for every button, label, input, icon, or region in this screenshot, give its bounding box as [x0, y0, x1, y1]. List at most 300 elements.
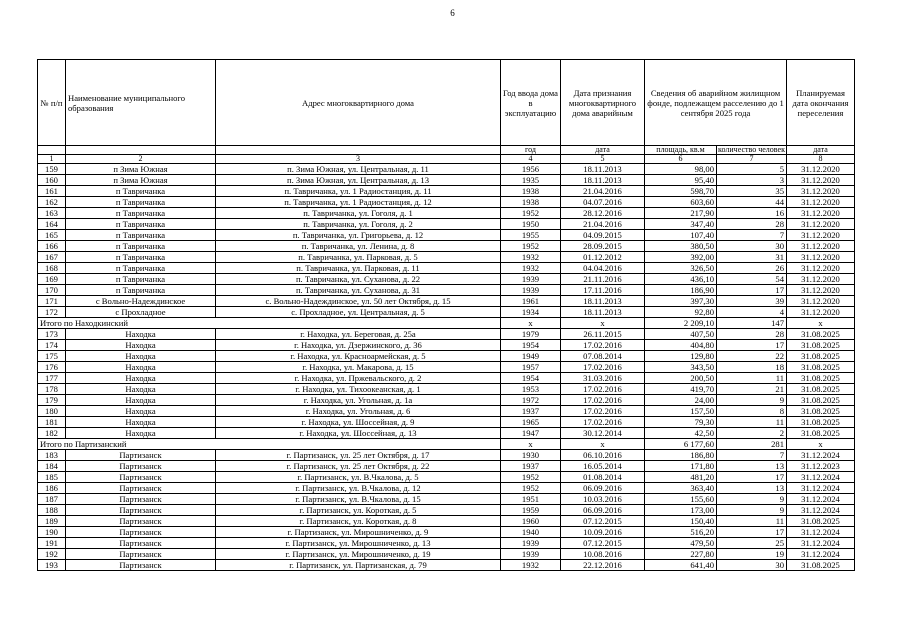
row-area: 436,10	[645, 274, 717, 285]
table-row	[38, 538, 855, 549]
row-area: 419,70	[645, 384, 717, 395]
row-municipality: Находка	[66, 340, 216, 351]
row-people: 7	[717, 450, 787, 461]
header-recognition-date: Дата признания многоквартирного дома аварийным	[561, 60, 645, 146]
row-number: 187	[38, 494, 66, 505]
row-municipality: п Зима Южная	[66, 175, 216, 186]
row-address: г. Партизанск, ул. Мирошниченко, д. 19	[216, 549, 501, 560]
row-year: 1938	[501, 186, 561, 197]
col-number: 6	[645, 155, 717, 164]
row-area: 129,80	[645, 351, 717, 362]
col-number: 1	[38, 155, 66, 164]
col-number: 3	[216, 155, 501, 164]
row-recognition-date: 17.11.2016	[561, 285, 645, 296]
row-address: г. Партизанск, ул. В.Чкалова, д. 12	[216, 483, 501, 494]
unit-people: количество человек	[718, 145, 785, 154]
row-people: 9	[717, 494, 787, 505]
row-number: 189	[38, 516, 66, 527]
row-planned-date: 31.12.2020	[787, 241, 855, 252]
row-municipality: п Тавричанка	[66, 274, 216, 285]
row-year: 1952	[501, 483, 561, 494]
row-number: 182	[38, 428, 66, 439]
row-area: 92,80	[645, 307, 717, 318]
row-address: п. Тавричанка, ул. Суханова, д. 31	[216, 285, 501, 296]
row-number: 171	[38, 296, 66, 307]
row-year: 1957	[501, 362, 561, 373]
row-recognition-date: 18.11.2013	[561, 296, 645, 307]
col-number: 8	[787, 155, 855, 164]
row-year: 1954	[501, 340, 561, 351]
table-row	[38, 505, 855, 516]
row-planned-date: 31.12.2020	[787, 263, 855, 274]
row-year: 1951	[501, 494, 561, 505]
row-area: 95,40	[645, 175, 717, 186]
row-people: 25	[717, 538, 787, 549]
row-municipality: п Тавричанка	[66, 219, 216, 230]
row-planned-date: 31.12.2020	[787, 230, 855, 241]
row-recognition-date: 04.04.2016	[561, 263, 645, 274]
row-number: 188	[38, 505, 66, 516]
row-recognition-date: 07.08.2014	[561, 351, 645, 362]
row-area: 107,40	[645, 230, 717, 241]
row-number: 164	[38, 219, 66, 230]
row-address: г. Находка, ул. Береговая, д. 25а	[216, 329, 501, 340]
row-address: г. Партизанск, ул. В.Чкалова, д. 5	[216, 472, 501, 483]
row-recognition-date: 01.08.2014	[561, 472, 645, 483]
unit-empty-1	[38, 146, 66, 155]
unit-year: год	[501, 146, 561, 155]
row-number: 179	[38, 395, 66, 406]
total-row	[38, 318, 855, 329]
row-people: 11	[717, 373, 787, 384]
row-address: г. Партизанск, ул. Мирошниченко, д. 9	[216, 527, 501, 538]
row-address: г. Находка, ул. Пржевальского, д. 2	[216, 373, 501, 384]
row-recognition-date: 06.10.2016	[561, 450, 645, 461]
row-address: п. Тавричанка, ул. 1 Радиостанция, д. 12	[216, 197, 501, 208]
total-row	[38, 439, 855, 450]
row-number: 186	[38, 483, 66, 494]
row-year: 1952	[501, 208, 561, 219]
row-municipality: Находка	[66, 406, 216, 417]
col-number: 4	[501, 155, 561, 164]
row-area: 150,40	[645, 516, 717, 527]
units-row	[38, 146, 855, 155]
table-row	[38, 472, 855, 483]
table-row	[38, 296, 855, 307]
row-year: 1952	[501, 472, 561, 483]
row-number: 169	[38, 274, 66, 285]
row-recognition-date: 10.08.2016	[561, 549, 645, 560]
row-area: 404,80	[645, 340, 717, 351]
row-area: 481,20	[645, 472, 717, 483]
row-area: 397,30	[645, 296, 717, 307]
row-recognition-date: 07.12.2015	[561, 538, 645, 549]
row-municipality: Партизанск	[66, 450, 216, 461]
row-people: 17	[717, 472, 787, 483]
table-row	[38, 549, 855, 560]
row-planned-date: 31.12.2024	[787, 472, 855, 483]
row-address: г. Находка, ул. Тихоокеанская, д. 1	[216, 384, 501, 395]
row-people: 30	[717, 560, 787, 571]
row-municipality: Партизанск	[66, 494, 216, 505]
row-area: 227,80	[645, 549, 717, 560]
row-planned-date: 31.08.2025	[787, 560, 855, 571]
unit-empty-2	[66, 146, 216, 155]
page-number: 6	[450, 8, 455, 18]
row-recognition-date: 04.09.2015	[561, 230, 645, 241]
row-municipality: п Тавричанка	[66, 285, 216, 296]
row-area: 392,00	[645, 252, 717, 263]
total-area: 2 209,10	[645, 318, 717, 329]
table-row	[38, 395, 855, 406]
row-planned-date: 31.12.2020	[787, 307, 855, 318]
table-row	[38, 384, 855, 395]
row-municipality: Партизанск	[66, 527, 216, 538]
row-planned-date: 31.12.2020	[787, 175, 855, 186]
total-plan: x	[787, 318, 855, 329]
table-row	[38, 406, 855, 417]
row-municipality: п Тавричанка	[66, 252, 216, 263]
row-municipality: Партизанск	[66, 560, 216, 571]
row-planned-date: 31.12.2020	[787, 285, 855, 296]
row-address: п. Тавричанка, ул. Григорьева, д. 12	[216, 230, 501, 241]
row-number: 170	[38, 285, 66, 296]
row-area: 200,50	[645, 373, 717, 384]
row-year: 1947	[501, 428, 561, 439]
header-address: Адрес многоквартирного дома	[216, 60, 501, 146]
row-address: г. Партизанск, ул. 25 лет Октября, д. 17	[216, 450, 501, 461]
row-people: 21	[717, 384, 787, 395]
row-planned-date: 31.08.2025	[787, 516, 855, 527]
row-recognition-date: 06.09.2016	[561, 483, 645, 494]
row-address: п. Тавричанка, ул. Гоголя, д. 2	[216, 219, 501, 230]
row-planned-date: 31.08.2025	[787, 373, 855, 384]
row-municipality: Находка	[66, 373, 216, 384]
row-address: п. Зима Южная, ул. Центральная, д. 13	[216, 175, 501, 186]
header-row	[38, 60, 855, 146]
total-people: 281	[717, 439, 787, 450]
row-address: г. Партизанск, ул. Партизанская, д. 79	[216, 560, 501, 571]
row-address: п. Зима Южная, ул. Центральная, д. 11	[216, 164, 501, 175]
row-people: 28	[717, 329, 787, 340]
table-row	[38, 197, 855, 208]
row-recognition-date: 28.09.2015	[561, 241, 645, 252]
row-year: 1965	[501, 417, 561, 428]
table-row	[38, 230, 855, 241]
row-people: 22	[717, 351, 787, 362]
row-address: г. Находка, ул. Макарова, д. 15	[216, 362, 501, 373]
row-year: 1939	[501, 538, 561, 549]
row-recognition-date: 21.04.2016	[561, 186, 645, 197]
row-municipality: Партизанск	[66, 483, 216, 494]
row-area: 186,80	[645, 450, 717, 461]
row-people: 54	[717, 274, 787, 285]
row-recognition-date: 31.03.2016	[561, 373, 645, 384]
table-row	[38, 175, 855, 186]
row-recognition-date: 26.11.2015	[561, 329, 645, 340]
row-planned-date: 31.08.2025	[787, 340, 855, 351]
row-people: 7	[717, 230, 787, 241]
row-planned-date: 31.12.2020	[787, 197, 855, 208]
row-recognition-date: 22.12.2016	[561, 560, 645, 571]
row-number: 175	[38, 351, 66, 362]
header-municipality: Наименование муниципального образования	[66, 60, 216, 146]
row-planned-date: 31.12.2020	[787, 186, 855, 197]
row-year: 1939	[501, 549, 561, 560]
row-recognition-date: 06.09.2016	[561, 505, 645, 516]
row-people: 11	[717, 516, 787, 527]
table-row	[38, 461, 855, 472]
row-address: г. Находка, ул. Угольная, д. 6	[216, 406, 501, 417]
row-number: 191	[38, 538, 66, 549]
header-year: Год ввода дома в эксплуатацию	[501, 60, 561, 146]
header-fund-info: Сведения об аварийном жилищном фонде, подлежащем расселению до 1 сентября 2025 года	[645, 60, 787, 146]
table-row	[38, 208, 855, 219]
row-number: 181	[38, 417, 66, 428]
row-address: п. Тавричанка, ул. Гоголя, д. 1	[216, 208, 501, 219]
unit-area: площадь, кв.м	[645, 146, 717, 155]
row-address: г. Партизанск, ул. 25 лет Октября, д. 22	[216, 461, 501, 472]
row-year: 1955	[501, 230, 561, 241]
row-planned-date: 31.12.2024	[787, 538, 855, 549]
row-people: 18	[717, 362, 787, 373]
row-address: г. Находка, ул. Шоссейная, д. 9	[216, 417, 501, 428]
row-address: г. Партизанск, ул. Короткая, д. 5	[216, 505, 501, 516]
total-label: Итого по Партизанский	[38, 439, 501, 450]
row-people: 8	[717, 406, 787, 417]
row-municipality: п Тавричанка	[66, 230, 216, 241]
row-number: 180	[38, 406, 66, 417]
row-address: п. Тавричанка, ул. 1 Радиостанция, д. 11	[216, 186, 501, 197]
row-year: 1939	[501, 274, 561, 285]
row-year: 1949	[501, 351, 561, 362]
row-number: 190	[38, 527, 66, 538]
row-municipality: Партизанск	[66, 505, 216, 516]
row-number: 184	[38, 461, 66, 472]
row-municipality: Партизанск	[66, 472, 216, 483]
row-planned-date: 31.12.2020	[787, 296, 855, 307]
row-year: 1932	[501, 252, 561, 263]
row-year: 1950	[501, 219, 561, 230]
row-year: 1972	[501, 395, 561, 406]
row-municipality: с Вольно-Надеждинское	[66, 296, 216, 307]
row-municipality: Находка	[66, 351, 216, 362]
row-planned-date: 31.08.2025	[787, 395, 855, 406]
row-recognition-date: 18.11.2013	[561, 175, 645, 186]
total-area: 6 177,60	[645, 439, 717, 450]
row-municipality: п Тавричанка	[66, 208, 216, 219]
row-planned-date: 31.12.2024	[787, 483, 855, 494]
row-year: 1952	[501, 241, 561, 252]
table-row	[38, 285, 855, 296]
table-row	[38, 450, 855, 461]
table-row	[38, 428, 855, 439]
row-planned-date: 31.08.2025	[787, 406, 855, 417]
row-people: 35	[717, 186, 787, 197]
row-people: 39	[717, 296, 787, 307]
row-people: 44	[717, 197, 787, 208]
row-year: 1940	[501, 527, 561, 538]
row-address: п. Тавричанка, ул. Парковая, д. 11	[216, 263, 501, 274]
row-year: 1953	[501, 384, 561, 395]
row-planned-date: 31.12.2024	[787, 450, 855, 461]
row-planned-date: 31.08.2025	[787, 329, 855, 340]
row-recognition-date: 17.02.2016	[561, 417, 645, 428]
row-year: 1937	[501, 461, 561, 472]
total-plan: x	[787, 439, 855, 450]
row-planned-date: 31.08.2025	[787, 417, 855, 428]
row-recognition-date: 01.12.2012	[561, 252, 645, 263]
row-address: г. Партизанск, ул. Короткая, д. 8	[216, 516, 501, 527]
total-date: x	[561, 318, 645, 329]
row-number: 172	[38, 307, 66, 318]
row-recognition-date: 17.02.2016	[561, 406, 645, 417]
row-municipality: Партизанск	[66, 549, 216, 560]
row-planned-date: 31.12.2024	[787, 549, 855, 560]
row-year: 1961	[501, 296, 561, 307]
row-people: 3	[717, 175, 787, 186]
row-address: п. Тавричанка, ул. Ленина, д. 8	[216, 241, 501, 252]
row-year: 1935	[501, 175, 561, 186]
table-row	[38, 340, 855, 351]
row-municipality: Находка	[66, 329, 216, 340]
row-area: 380,50	[645, 241, 717, 252]
row-recognition-date: 21.04.2016	[561, 219, 645, 230]
row-municipality: п Тавричанка	[66, 263, 216, 274]
row-recognition-date: 17.02.2016	[561, 340, 645, 351]
row-planned-date: 31.12.2020	[787, 208, 855, 219]
row-area: 343,50	[645, 362, 717, 373]
table-row	[38, 417, 855, 428]
row-year: 1939	[501, 285, 561, 296]
row-area: 171,80	[645, 461, 717, 472]
row-planned-date: 31.12.2024	[787, 527, 855, 538]
row-year: 1938	[501, 197, 561, 208]
row-address: п. Тавричанка, ул. Парковая, д. 5	[216, 252, 501, 263]
row-year: 1932	[501, 263, 561, 274]
row-people: 26	[717, 263, 787, 274]
row-planned-date: 31.12.2024	[787, 505, 855, 516]
row-year: 1979	[501, 329, 561, 340]
row-people: 28	[717, 219, 787, 230]
row-recognition-date: 18.11.2013	[561, 307, 645, 318]
row-area: 641,40	[645, 560, 717, 571]
table-row	[38, 307, 855, 318]
row-number: 165	[38, 230, 66, 241]
row-number: 159	[38, 164, 66, 175]
row-address: г. Находка, ул. Дзержинского, д. 36	[216, 340, 501, 351]
row-people: 16	[717, 208, 787, 219]
row-planned-date: 31.08.2025	[787, 384, 855, 395]
table-body	[38, 164, 855, 571]
row-number: 167	[38, 252, 66, 263]
row-recognition-date: 18.11.2013	[561, 164, 645, 175]
col-number: 2	[66, 155, 216, 164]
row-recognition-date: 16.05.2014	[561, 461, 645, 472]
row-area: 173,00	[645, 505, 717, 516]
row-number: 161	[38, 186, 66, 197]
row-people: 11	[717, 417, 787, 428]
row-people: 9	[717, 505, 787, 516]
row-area: 326,50	[645, 263, 717, 274]
row-area: 217,90	[645, 208, 717, 219]
row-address: г. Находка, ул. Красноармейская, д. 5	[216, 351, 501, 362]
row-number: 178	[38, 384, 66, 395]
header-planned-date: Планируемая дата окончания переселения	[787, 60, 855, 146]
row-people: 13	[717, 461, 787, 472]
row-area: 479,50	[645, 538, 717, 549]
row-municipality: п Тавричанка	[66, 241, 216, 252]
row-year: 1932	[501, 560, 561, 571]
table-row	[38, 241, 855, 252]
row-area: 98,00	[645, 164, 717, 175]
table-row	[38, 516, 855, 527]
total-people: 147	[717, 318, 787, 329]
row-people: 5	[717, 164, 787, 175]
row-planned-date: 31.08.2025	[787, 428, 855, 439]
row-people: 19	[717, 549, 787, 560]
unit-date: дата	[561, 146, 645, 155]
row-area: 363,40	[645, 483, 717, 494]
row-number: 173	[38, 329, 66, 340]
row-number: 192	[38, 549, 66, 560]
row-area: 347,40	[645, 219, 717, 230]
row-recognition-date: 17.02.2016	[561, 384, 645, 395]
row-people: 2	[717, 428, 787, 439]
row-municipality: п Тавричанка	[66, 197, 216, 208]
row-municipality: Партизанск	[66, 461, 216, 472]
row-municipality: п Тавричанка	[66, 186, 216, 197]
row-people: 17	[717, 340, 787, 351]
row-planned-date: 31.12.2020	[787, 219, 855, 230]
row-year: 1959	[501, 505, 561, 516]
row-people: 4	[717, 307, 787, 318]
total-year: x	[501, 318, 561, 329]
row-address: г. Партизанск, ул. Мирошниченко, д. 13	[216, 538, 501, 549]
table-row	[38, 252, 855, 263]
col-number: 7	[717, 155, 787, 164]
row-planned-date: 31.08.2025	[787, 351, 855, 362]
row-municipality: Находка	[66, 417, 216, 428]
row-year: 1954	[501, 373, 561, 384]
row-municipality: Находка	[66, 395, 216, 406]
row-year: 1930	[501, 450, 561, 461]
row-people: 9	[717, 395, 787, 406]
row-address: п. Тавричанка, ул. Суханова, д. 22	[216, 274, 501, 285]
row-number: 160	[38, 175, 66, 186]
table-row	[38, 560, 855, 571]
row-recognition-date: 28.12.2016	[561, 208, 645, 219]
row-number: 183	[38, 450, 66, 461]
row-people: 31	[717, 252, 787, 263]
row-number: 185	[38, 472, 66, 483]
table-row	[38, 483, 855, 494]
row-municipality: с Прохладное	[66, 307, 216, 318]
row-number: 176	[38, 362, 66, 373]
row-people: 17	[717, 285, 787, 296]
table-row	[38, 494, 855, 505]
row-planned-date: 31.08.2025	[787, 362, 855, 373]
row-number: 177	[38, 373, 66, 384]
row-number: 193	[38, 560, 66, 571]
table-row	[38, 362, 855, 373]
row-area: 186,90	[645, 285, 717, 296]
row-people: 13	[717, 483, 787, 494]
row-recognition-date: 17.02.2016	[561, 362, 645, 373]
table-row	[38, 263, 855, 274]
row-municipality: Партизанск	[66, 538, 216, 549]
row-municipality: Находка	[66, 384, 216, 395]
